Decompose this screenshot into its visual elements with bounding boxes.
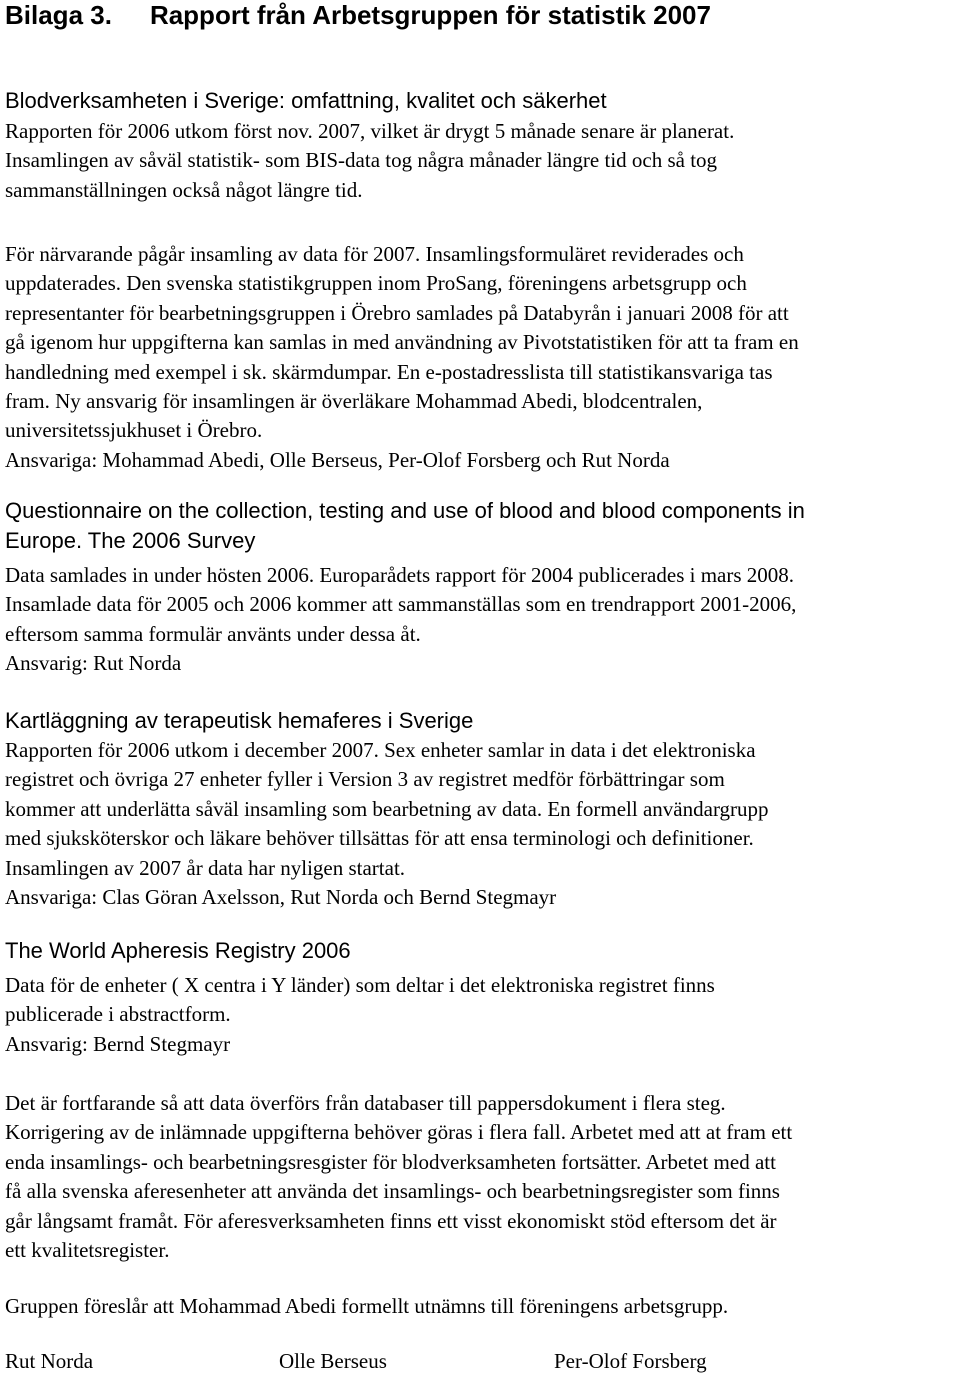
text-line: få alla svenska aferesenheter att använda det insamlings- och bearbetningsregister som finns bbox=[5, 1179, 780, 1204]
paragraph-registry bbox=[5, 971, 715, 1059]
title-line: Europe. The 2006 Survey bbox=[5, 528, 256, 553]
responsible-names: Clas Göran Axelsson, Rut Norda och Bernd Stegmayr bbox=[97, 885, 557, 910]
text-line: Rapporten för 2006 utkom i december 2007. Sex enheter samlar in data i det elektroniska bbox=[5, 738, 756, 762]
text-line: eftersom samma formulär använts under dessa åt. bbox=[5, 621, 421, 646]
paragraph-collection-2007 bbox=[5, 240, 799, 475]
text-line: Korrigering av de inlämnade uppgifterna behöver göras i flera fall. Arbetet med att at fram ett bbox=[5, 1120, 793, 1145]
responsible-label: Ansvarig bbox=[5, 1031, 82, 1056]
proposal-text: Gruppen föreslår att Mohammad Abedi formellt utnämns till föreningens arbetsgrupp. bbox=[5, 1294, 729, 1318]
text-line: universitetssjukhuset i Örebro. bbox=[5, 418, 263, 443]
text-line: gå igenom hur uppgifterna kan samlas in med användning av Pivotstatistiken för att ta fram en bbox=[5, 330, 799, 355]
responsible-line bbox=[5, 883, 769, 912]
paragraph-hemaferes bbox=[5, 736, 769, 912]
responsible-label: Ansvariga bbox=[5, 447, 92, 472]
text-line: Insamlade data för 2005 och 2006 kommer att sammanställas som en trendrapport 2001-2006, bbox=[5, 592, 797, 617]
text-line: Insamlingen av såväl statistik- som BIS-data tog några månader längre tid och så tog bbox=[5, 148, 718, 173]
text-line: går långsamt framåt. För aferesverksamheten finns ett visst ekonomiskt stöd eftersom det är bbox=[5, 1208, 777, 1233]
signature-olle-berseus: Olle Berseus bbox=[279, 1349, 387, 1373]
text-line: ett kvalitetsregister. bbox=[5, 1238, 170, 1263]
appendix-label: Bilaga 3. bbox=[5, 0, 112, 30]
text-line: fram. Ny ansvarig för insamlingen är överläkare Mohammad Abedi, blodcentralen, bbox=[5, 389, 703, 414]
responsible-names: Rut Norda bbox=[87, 651, 182, 676]
responsible-names: : Mohammad Abedi, Olle Berseus, Per-Olof Forsberg och Rut Norda bbox=[91, 447, 670, 472]
section-title-hemaferes: Kartläggning av terapeutisk hemaferes i Sverige bbox=[5, 708, 474, 733]
section-title-blodverksamheten: Blodverksamheten i Sverige: omfattning, kvalitet och säkerhet bbox=[5, 88, 607, 113]
text-line: Data samlades in under hösten 2006. Europarådets rapport för 2004 publicerades i mars 2008. bbox=[5, 563, 795, 587]
section-title-questionnaire bbox=[5, 496, 805, 556]
signature-per-olof-forsberg: Per-Olof Forsberg bbox=[554, 1349, 707, 1373]
text-line: sammanställningen också något längre tid. bbox=[5, 177, 363, 202]
text-line: publicerade i abstractform. bbox=[5, 1002, 231, 1027]
responsible-names: : Bernd Stegmayr bbox=[82, 1031, 231, 1056]
text-line: För närvarande pågår insamling av data för 2007. Insamlingsformuläret reviderades och bbox=[5, 242, 744, 266]
section-title-registry: The World Apheresis Registry 2006 bbox=[5, 938, 351, 963]
text-line: Det är fortfarande så att data överförs från databaser till pappersdokument i flera steg. bbox=[5, 1091, 726, 1115]
paragraph-report-2006 bbox=[5, 117, 734, 205]
report-title: Rapport från Arbetsgruppen för statistik 2007 bbox=[149, 0, 711, 30]
text-line: Data för de enheter ( X centra i Y länder) som deltar i det elektroniska registret finns bbox=[5, 973, 715, 997]
text-line: handledning med exempel i sk. skärmdumpar. En e-postadresslista till statistikansvariga tas bbox=[5, 359, 773, 384]
responsible-label: Ansvarig: bbox=[5, 651, 88, 676]
text-line: Rapporten för 2006 utkom först nov. 2007, vilket är drygt 5 månade senare är planerat. bbox=[5, 119, 735, 143]
title-line: Questionnaire on the collection, testing and use of blood and blood components in bbox=[5, 498, 805, 523]
text-line: kommer att underlätta såväl insamling som bearbetning av data. En formell användargrupp bbox=[5, 796, 769, 821]
text-line: uppdaterades. Den svenska statistikgruppen inom ProSang, föreningens arbetsgrupp och bbox=[5, 271, 747, 296]
responsible-label: Ansvariga: bbox=[5, 885, 98, 910]
signature-rut-norda: Rut Norda bbox=[5, 1349, 94, 1373]
paragraph-summary bbox=[5, 1089, 792, 1265]
responsible-line bbox=[5, 649, 796, 678]
page-title bbox=[5, 0, 711, 33]
text-line: representanter för bearbetningsgruppen i Örebro samlades på Databyrån i januari 2008 för att bbox=[5, 300, 789, 325]
responsible-line bbox=[5, 446, 799, 475]
text-line: Insamlingen av 2007 år data har nyligen startat. bbox=[5, 855, 406, 880]
text-line: enda insamlings- och bearbetningsresgister för blodverksamheten fortsätter. Arbetet med att bbox=[5, 1149, 776, 1174]
paragraph-questionnaire bbox=[5, 561, 796, 679]
responsible-line bbox=[5, 1030, 715, 1059]
text-line: registret och övriga 27 enheter fyller i Version 3 av registret medför förbättringar som bbox=[5, 767, 725, 792]
text-line: med sjuksköterskor och läkare behöver tillsättas för att ensa terminologi och definitioner. bbox=[5, 826, 754, 851]
